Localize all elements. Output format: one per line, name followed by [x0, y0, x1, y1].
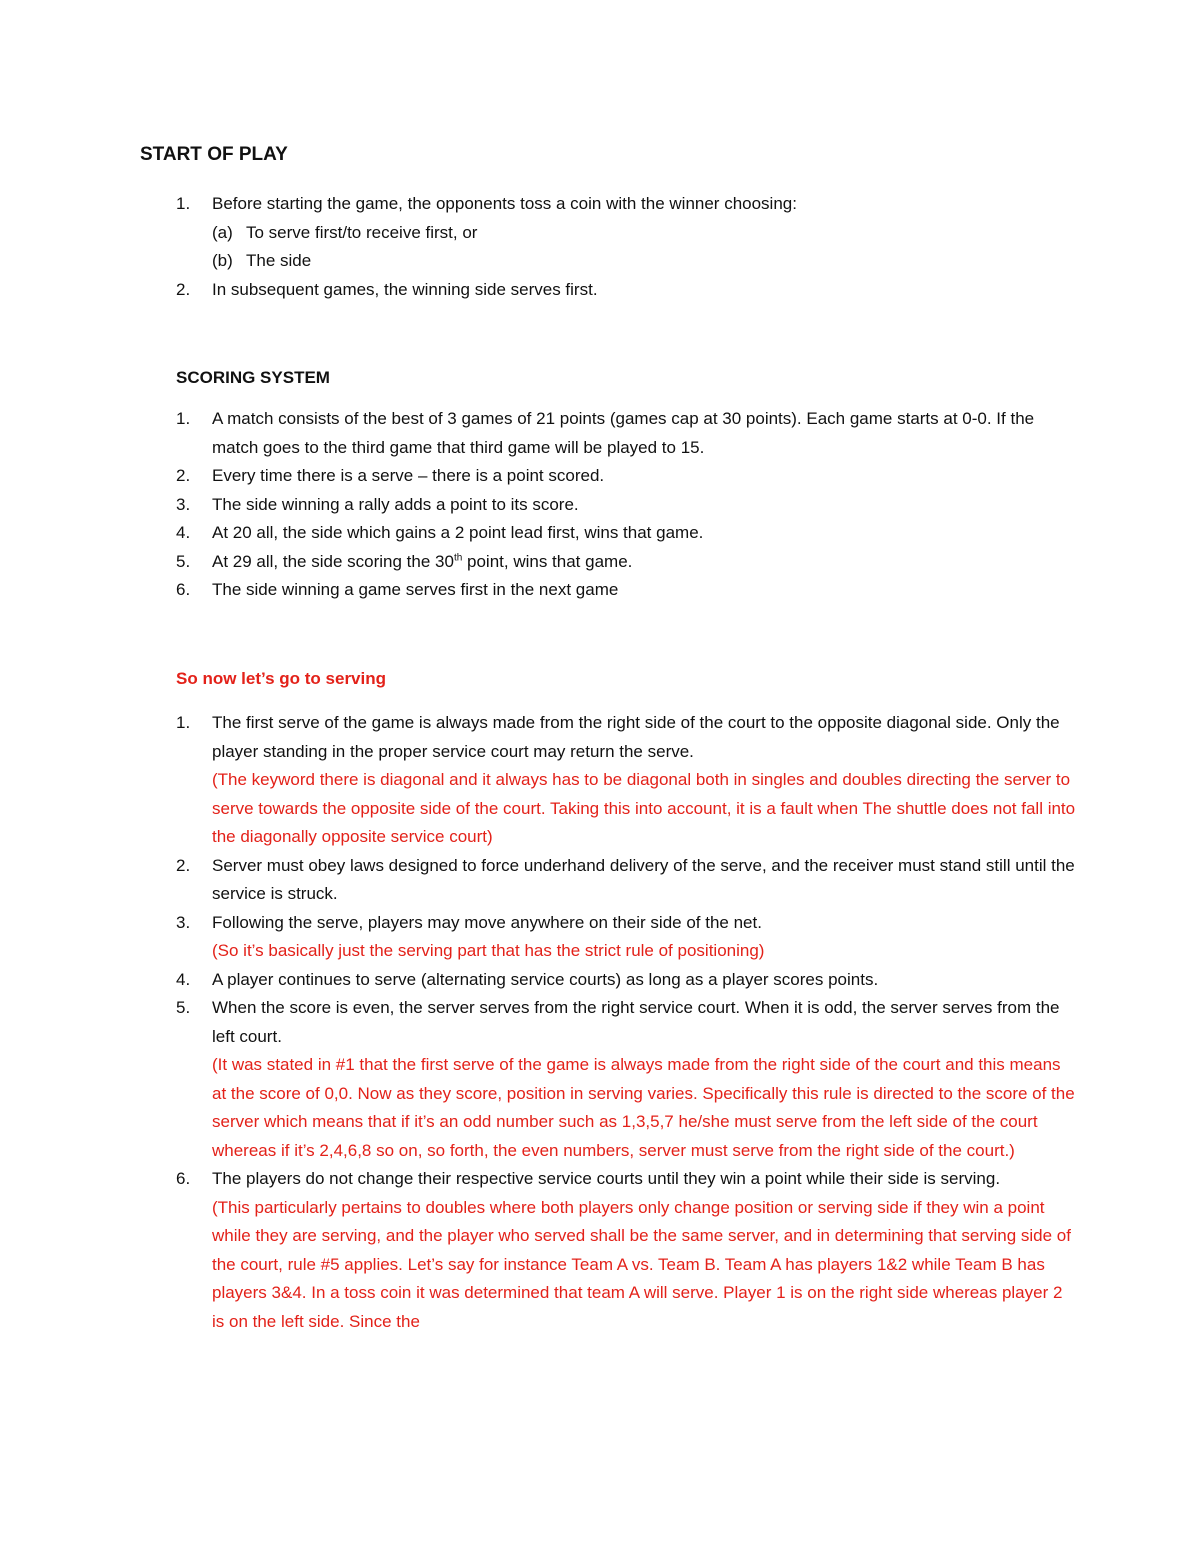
sub-item [176, 247, 1076, 276]
explanatory-note: (So it’s basically just the serving part that has the strict rule of positioning) [212, 941, 765, 960]
list-item [176, 1165, 1076, 1336]
list-item [176, 190, 1076, 219]
item-text: Server must obey laws designed to force underhand delivery of the serve, and the receiver must stand still until the service is struck. [212, 855, 1075, 903]
item-number: 1. [176, 713, 191, 732]
sub-item-text: The side [246, 251, 312, 270]
item-number: 1. [176, 194, 191, 213]
item-number: 2. [176, 279, 191, 299]
explanatory-note: (This particularly pertains to doubles where both players only change position or serving side if they win a point while they are serving, and the player who served shall be the same server, and in determining that serving side of the court, rule #5 applies. Let’s say for instance Team A vs. Team B. Team A has players 1&2 while Team B has players 3&4. In a toss coin it was determined that team A will serve. Player 1 is on the right side whereas player 2 is on the left side. Since the [212, 1197, 1071, 1331]
scoring-system-list [176, 405, 1076, 605]
list-item [176, 576, 1076, 605]
item-text-after: point, wins that game. [462, 551, 633, 571]
item-text: At 20 all, the side which gains a 2 point lead first, wins that game. [212, 523, 704, 542]
item-number: 6. [176, 1169, 191, 1188]
sub-item-label: (a) [212, 222, 233, 242]
item-text: Following the serve, players may move anywhere on their side of the net. [212, 912, 762, 932]
start-of-play-list [176, 190, 1076, 304]
item-number: 5. [176, 551, 191, 571]
list-item [176, 909, 1076, 966]
item-text: In subsequent games, the winning side serves first. [212, 279, 598, 299]
item-number: 2. [176, 855, 191, 875]
start-of-play-heading: START OF PLAY [140, 144, 288, 165]
item-number: 4. [176, 969, 191, 989]
item-number: 3. [176, 494, 191, 514]
item-text: Every time there is a serve – there is a point scored. [212, 466, 605, 485]
item-text: The side winning a rally adds a point to its score. [212, 494, 579, 514]
serving-heading: So now let’s go to serving [176, 669, 387, 688]
item-text: The first serve of the game is always made from the right side of the court to the opposite diagonal side. Only the player standing in the proper service court may return the serve. [212, 713, 1060, 761]
item-text: A match consists of the best of 3 games of 21 points (games cap at 30 points). Each game starts at 0-0. If the match goes to the third game that third game will be played to 15. [212, 409, 1035, 457]
list-item [176, 405, 1076, 462]
list-item [176, 994, 1076, 1165]
item-text: The players do not change their respective service courts until they win a point while their side is serving. [212, 1169, 1001, 1188]
list-item [176, 966, 1076, 995]
item-text: Before starting the game, the opponents toss a coin with the winner choosing: [212, 194, 797, 213]
sub-item [176, 219, 1076, 248]
item-number: 1. [176, 409, 191, 428]
list-item [176, 548, 1076, 577]
item-number: 3. [176, 912, 191, 932]
list-item [176, 852, 1076, 909]
item-number: 6. [176, 580, 191, 599]
list-item [176, 491, 1076, 520]
list-item [176, 276, 1076, 305]
explanatory-note: (The keyword there is diagonal and it always has to be diagonal both in singles and doubles directing the server to serve towards the opposite side of the court. Taking this into account, it is a fault when The shuttle does not fall into the diagonally opposite service court) [212, 770, 1076, 846]
item-text: When the score is even, the server serves from the right service court. When it is odd, the server serves from the left court. [212, 998, 1060, 1046]
list-item [176, 462, 1076, 491]
item-text: A player continues to serve (alternating service courts) as long as a player scores points. [212, 969, 879, 989]
item-number: 2. [176, 466, 191, 485]
serving-list [176, 709, 1076, 1336]
superscript: th [453, 551, 463, 563]
list-item [176, 709, 1076, 852]
item-number: 5. [176, 998, 191, 1017]
item-text: The side winning a game serves first in the next game [212, 580, 619, 599]
sub-item-label: (b) [212, 251, 233, 270]
item-number: 4. [176, 523, 191, 542]
scoring-system-heading: SCORING SYSTEM [176, 368, 330, 387]
list-item [176, 519, 1076, 548]
item-text-before: At 29 all, the side scoring the 30 [212, 551, 454, 571]
explanatory-note: (It was stated in #1 that the first serve of the game is always made from the right side of the court and this means at the score of 0,0. Now as they score, position in serving varies. Specifically this rule is directed to the score of the server which means that if it’s an odd number such as 1,3,5,7 he/she must serve from the left side of the court whereas if it’s 2,4,6,8 so on, so forth, the even numbers, server must serve from the right side of the court.) [212, 1055, 1075, 1160]
sub-item-text: To serve first/to receive first, or [246, 222, 478, 242]
